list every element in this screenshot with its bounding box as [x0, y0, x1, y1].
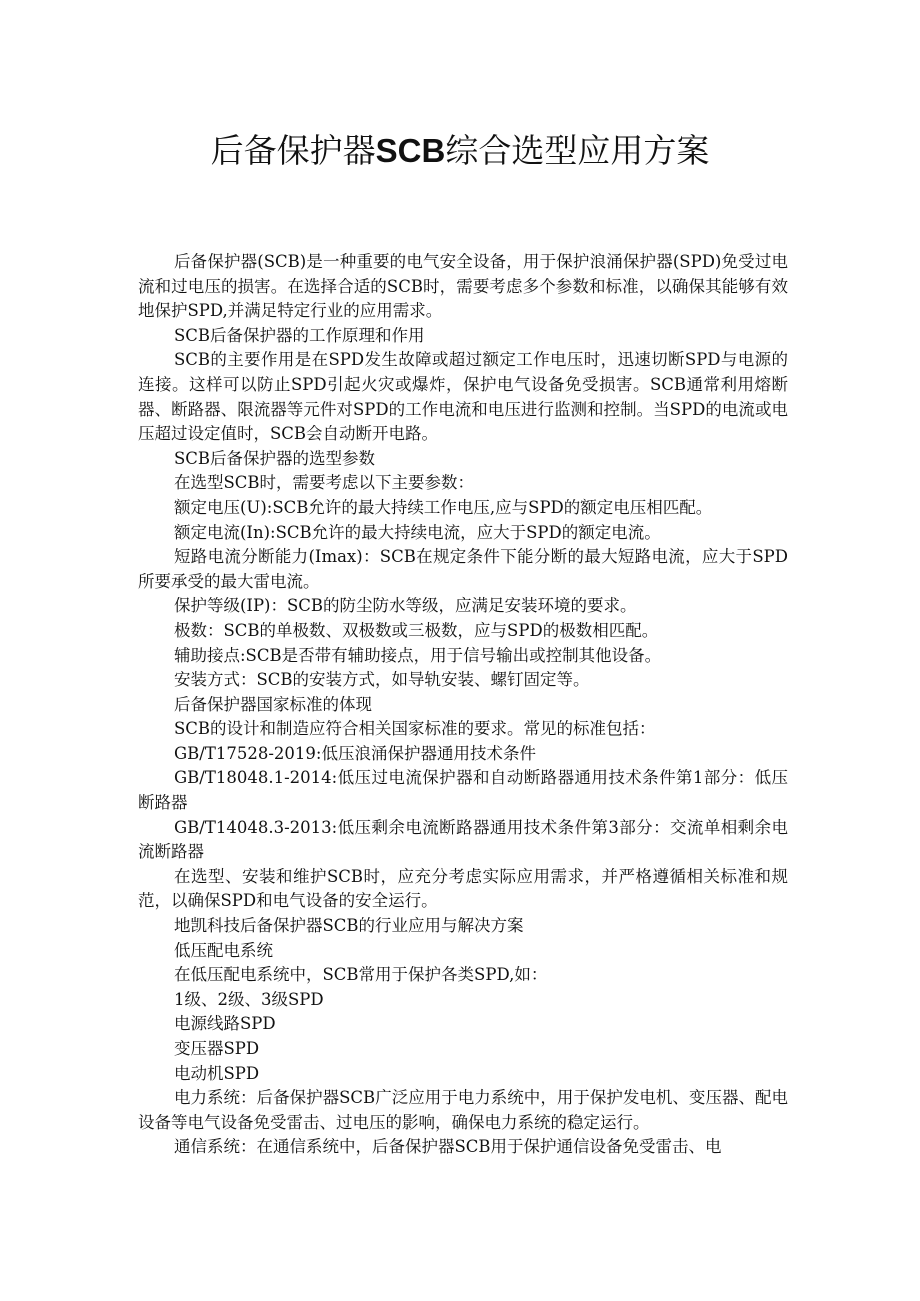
- list-item: 变压器SPD: [174, 1039, 260, 1058]
- list-item: 安装方式：SCB的安装方式，如导轨安装、螺钉固定等。: [174, 670, 590, 690]
- document-body: [138, 250, 788, 1160]
- paragraph: 通信系统：在通信系统中，后备保护器SCB用于保护通信设备免受雷击、电: [174, 1137, 722, 1157]
- section-heading: SCB后备保护器的工作原理和作用: [174, 325, 425, 345]
- list-item: 短路电流分断能力(Imax)：SCB在规定条件下能分断的最大短路电流，应大于SPD所要承受的最大雷电流。: [138, 547, 788, 591]
- paragraph: 在选型SCB时，需要考虑以下主要参数：: [174, 473, 475, 493]
- document-title: [0, 128, 920, 174]
- list-item: GB/T14048.3-2013:低压剩余电流断路器通用技术条件第3部分：交流单相剩余电流断路器: [138, 817, 788, 862]
- section-heading: 后备保护器国家标准的体现: [174, 694, 372, 714]
- paragraph: 在选型、安装和维护SCB时，应充分考虑实际应用需求，并严格遵循相关标准和规范，以确保SPD和电气设备的安全运行。: [138, 866, 788, 911]
- list-item: 电动机SPD: [174, 1063, 260, 1083]
- paragraph: SCB的主要作用是在SPD发生故障或超过额定工作电压时，迅速切断SPD与电源的连接。这样可以防止SPD引起火灾或爆炸，保护电气设备免受损害。SCB通常利用熔断器、断路器、限流器等元件对SPD的工作电流和电压进行监测和控制。当SPD的电流或电压超过设定值时，SCB会自动断开电路。: [138, 350, 788, 444]
- list-item: GB/T18048.1-2014:低压过电流保护器和自动断路器通用技术条件第1部分：低压断路器: [138, 768, 788, 813]
- paragraph: 电力系统：后备保护器SCB广泛应用于电力系统中，用于保护发电机、变压器、配电设备等电气设备免受雷击、过电压的影响，确保电力系统的稳定运行。: [138, 1088, 788, 1132]
- list-item: 辅助接点:SCB是否带有辅助接点，用于信号输出或控制其他设备。: [174, 645, 662, 665]
- title-prefix: 后备保护器: [210, 131, 376, 170]
- list-item: 额定电流(In):SCB允许的最大持续电流，应大于SPD的额定电流。: [174, 522, 661, 542]
- title-suffix: 综合选型应用方案: [445, 131, 710, 170]
- subsection-heading: 低压配电系统: [174, 940, 273, 960]
- list-item: 保护等级(IP)：SCB的防尘防水等级，应满足安装环境的要求。: [174, 596, 637, 616]
- section-heading: 地凯科技后备保护器SCB的行业应用与解决方案: [174, 916, 524, 936]
- paragraph: 后备保护器(SCB)是一种重要的电气安全设备，用于保护浪涌保护器(SPD)免受过电流和过电压的损害。在选择合适的SCB时，需要考虑多个参数和标准，以确保其能够有效地保护SPD,并满足特定行业的应用需求。: [138, 252, 788, 321]
- section-heading: SCB后备保护器的选型参数: [174, 448, 376, 468]
- paragraph: SCB的设计和制造应符合相关国家标准的要求。常见的标准包括：: [174, 719, 656, 739]
- list-item: 电源线路SPD: [174, 1014, 276, 1034]
- list-item: 1级、2级、3级SPD: [174, 989, 324, 1009]
- list-item: 极数：SCB的单极数、双极数或三极数，应与SPD的极数相匹配。: [174, 620, 659, 640]
- title-latin: SCB: [375, 132, 446, 169]
- list-item: GB/T17528-2019:低压浪涌保护器通用技术条件: [174, 743, 536, 763]
- paragraph: 在低压配电系统中，SCB常用于保护各类SPD,如：: [174, 965, 548, 985]
- list-item: 额定电压(U):SCB允许的最大持续工作电压,应与SPD的额定电压相匹配。: [174, 497, 713, 517]
